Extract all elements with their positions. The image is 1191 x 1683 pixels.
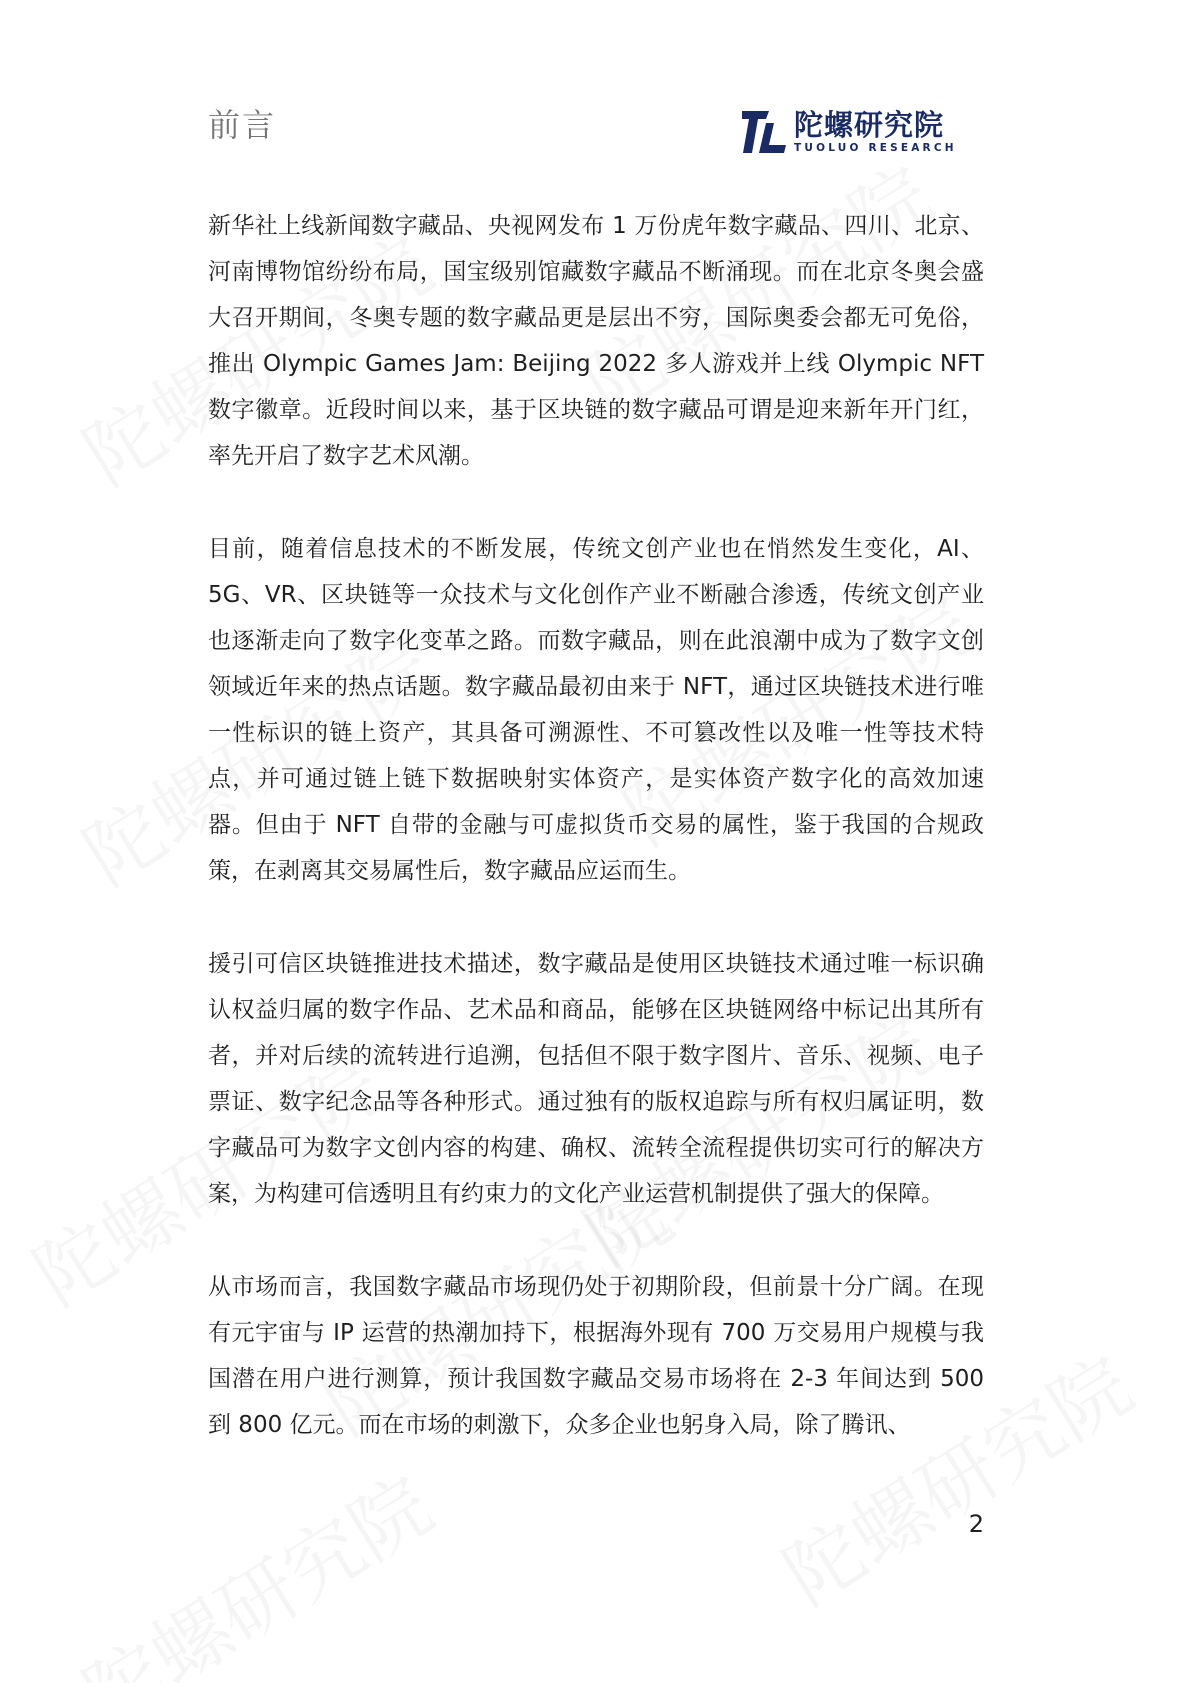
page-number: 2 <box>968 1510 984 1538</box>
logo-name-en: TUOLUO RESEARCH <box>794 142 957 154</box>
paragraph-3: 援引可信区块链推进技术描述，数字藏品是使用区块链技术通过唯一标识确认权益归属的数字作品、艺术品和商品，能够在区块链网络中标记出其所有者，并对后续的流转进行追溯，包括但不限于数字图片、音乐、视频、电子票证、数字纪念品等各种形式。通过独有的版权追踪与所有权归属证明，数字藏品可为数字文创内容的构建、确权、流转全流程提供切实可行的解决方案，为构建可信透明且有约束力的文化产业运营机制提供了强大的保障。 <box>208 951 984 1207</box>
paragraph-2: 目前，随着信息技术的不断发展，传统文创产业也在悄然发生变化，AI、5G、VR、区块链等一众技术与文化创作产业不断融合渗透，传统文创产业也逐渐走向了数字化变革之路。而数字藏品，则在此浪潮中成为了数字文创领域近年来的热点话题。数字藏品最初由来于 NFT，通过区块链技术进行唯一性标识的链上资产，其具备可溯源性、不可篡改性以及唯一性等技术特点，并可通过链上链下数据映射实体资产，是实体资产数字化的高效加速器。但由于 NFT 自带的金融与可虚拟货币交易的属性，鉴于我国的合规政策，在剥离其交易属性后，数字藏品应运而生。 <box>208 536 984 884</box>
main-content <box>208 203 984 1495</box>
paragraph-1: 新华社上线新闻数字藏品、央视网发布 1 万份虎年数字藏品、四川、北京、河南博物馆纷纷布局，国宝级别馆藏数字藏品不断涌现。而在北京冬奥会盛大召开期间，冬奥专题的数字藏品更是层出不穷，国际奥委会都无可免俗，推出 Olympic Games Jam: Beijing 2022 多人游戏并上线 Olympic NFT 数字徽章。近段时间以来，基于区块链的数字藏品可谓是迎来新年开门红，率先开启了数字艺术风潮。 <box>208 213 984 469</box>
paragraph-4: 从市场而言，我国数字藏品市场现仍处于初期阶段，但前景十分广阔。在现有元宇宙与 IP 运营的热潮加持下，根据海外现有 700 万交易用户规模与我国潜在用户进行测算，预计我国数字藏品交易市场将在 2-3 年间达到 500 到 800 亿元。而在市场的刺激下，众多企业也躬身入局，除了腾讯、 <box>208 1274 984 1438</box>
tl-logo-icon <box>742 111 786 153</box>
logo-name-cn: 陀螺研究院 <box>794 108 945 142</box>
page-title: 前言 <box>208 106 277 144</box>
tuoluo-logo <box>742 108 957 156</box>
